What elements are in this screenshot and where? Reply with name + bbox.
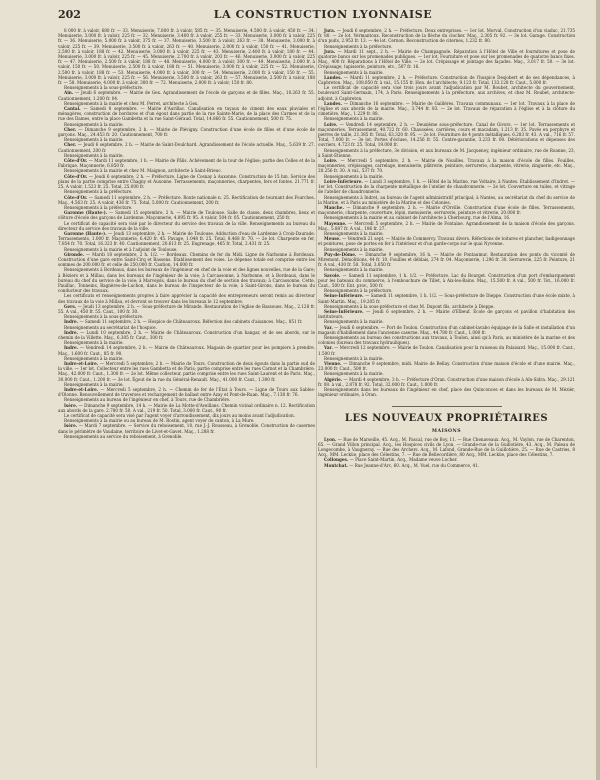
entry-location: Indre-et-Loire. bbox=[64, 387, 99, 393]
entry-text: Renseignements à la mairie. bbox=[324, 319, 384, 325]
entry-text: — Mardi 11 septembre, 1 h. — Mairie de Pâlis. Achèvement de la tour de l'église; partie des Celles et de la Fabrique. Maçonnerie, 6.850 fr. bbox=[58, 158, 315, 169]
entry-text: — Samedi 11 septembre, 1 h. 1/2. — Préfecture. Lac du Bourget. Construction d'un port d'embarquement pour les bateaux du commerce, à l'embouchure de Tillet, à Aix-les-Bains. Maç., 15.500 fr. A val., 500 fr. Tot., 16.000 fr. Caut., 500 fr. Ent. prov., 500 fr. bbox=[318, 272, 575, 288]
entry-location: Indre. bbox=[64, 345, 79, 351]
entry-text: — Jeudi 6 septembre. — Mairie de Gex. Agrandissement de l'école de garçons et de filles. Maç., 10.263 fr. 55. Cautionnement, 1.200 fr. 04. bbox=[58, 90, 315, 101]
entry-location: Indre-et-Loire. bbox=[64, 361, 99, 366]
entry-text: — Mardi 18 septembre, 2 h. 1/2. — Bordeaux. Chemins de fer du Midi. Ligne de Narbonne à Bordeaux. Construction d'une gare entre Saint-Cirq et Bassens. Établissement des voies. Le dépense totale est comprise entre les sommes de 200.000 fr. et celle de 250.000 fr. Caution, 14.000 fr. bbox=[58, 251, 315, 268]
entry-location: Vienne. bbox=[324, 361, 342, 366]
notice-entry bbox=[58, 387, 315, 397]
entry-text: Renseignements à la sous-préfecture et chez M. Dupont fils, architecte à Dieppe. bbox=[324, 303, 495, 309]
entry-location: Loire. bbox=[324, 121, 338, 127]
entry-location: Jura. bbox=[324, 48, 336, 54]
entry-text: — Rue de Marseille, 45. Acq., M. Pascal, rue de Boy, 11. — Rue Chenaveaux. Acq., M. Vaylon, rue de Charenton, 65. — Grand Villon principal. Acq., les Hospices civils de Lyon. — Grande-rue de la Guillotière, 43. Acq., M. Paleau de Longecombe, à Vaugneray. — Rue des Archers. Acq., M. Lafond, Grande-Rue de la Guillotière, 25. — Rue de Castries, 8 Acq., MM. Lecküe, place des Célestins, 7. — Rue de Bellecordière, 80 Acq., MM. Lecküe, place des Célestins, 7. bbox=[318, 436, 575, 458]
entry-text: — Mercredi 5 septembre, 2 h. — Mairie de Tours. Construction de deux égouts dans la partie sud de la ville. — 1er lot. Collecteur entre les rues Gambetta et de Paris; partie comprise entre les rues Carnot et la Chambrière. Maç., 42.000 fr. Caut., 1.300 fr. — 2e lot. Même collecteur, partie comprise entre les rues Saint-Laurent et de Paris. Maç., 30.000 fr. Caut., 1.200 fr. — 3e lot. Égout de la rue du Général-Renault. Maç., 41.000 fr. Caut., 1.300 fr. bbox=[58, 361, 315, 382]
notice-entry bbox=[318, 377, 575, 387]
entry-text: Renseignements à la mairie. bbox=[64, 152, 124, 158]
notice-entry bbox=[318, 387, 575, 397]
entry-text: Renseignements au secrétariat de l'hospice. bbox=[64, 324, 157, 330]
entry-text: — Samedi 11 septembre, 2 h. — Préfecture. Route nationale n. 25. Rectification de tournant des Fourches. Maç., 4.563 fr. 25. A valoir, 436 fr. 75. Total, 5.000 fr. Cautionnement, 200 fr. bbox=[58, 194, 315, 205]
entry-text: Renseignements à la mairie et chez M. Maignon, architecte à Saint-Brieuc. bbox=[64, 168, 222, 174]
notice-entry bbox=[58, 195, 315, 205]
entry-text: Renseignements au bureau de l'ingénieur en chef, à Tours, rue de Chambrière. bbox=[64, 397, 231, 403]
notice-entry bbox=[318, 75, 575, 85]
entry-text: Renseignements dans les bureaux de l'ingénieur en chef, place des Quinconces et dans les bureaux de M. Mézièr, ingénieur ordinaire, à Oran. bbox=[318, 387, 575, 398]
entry-location: Cher. bbox=[64, 142, 77, 148]
notice-entry bbox=[318, 361, 575, 371]
entry-text: — Dimanche 9 septembre, 16 h. — Mairie de Pontaumur. Restauration des ponts du vicomté de Miremont. Démolitions, 44 fr. 10. Fouilles et déblais, 274 fr. 04. Maçonnerie, 1.296 fr. 30. Serrurerie, 225 fr. Peinture, 21 fr. A val., 430 fr. 50. Total, 3.850 fr. bbox=[318, 251, 575, 268]
notice-entry bbox=[58, 345, 315, 355]
entry-location: Meuse. bbox=[324, 236, 341, 242]
entry-text: — Samedi 8 septembre. — Mairie d'Aurillac. Canalisation en tuyaux de ciment des eaux pluviales et ménagères, construction de bordures et d'un égout dans partie de la rue Sainte-Marie, de la place des Carmes et de la rue des Dames, entre la place Gambetta et la rue Saint-Géraud. Total, 14.866 fr. 55. Cautionnement, 500 fr. 75. bbox=[58, 106, 315, 122]
notice-entry bbox=[58, 267, 315, 293]
notice-entry bbox=[58, 158, 315, 168]
entry-text: Renseignements à Bordeaux, dans les bureaux de l'ingénieur en chef de la voie et des lignes nouvelles, rue de la Gare; à Béziers et à Millau, dans les bureaux de l'ingénieur de la voie; à Carcassonne, à Narbonne, et à Bordeaux, dans le bureau du chef du service de la voie; à Marvejols, dans le bureau du chef de section des travaux; à Carcassonne, Cette, Pauillac, Tonneins, Bagnères-de-Luchon, dans le bureau de l'inspecteur de la voie; à Saint-Girons, dans le bureau du conducteur des travaux. bbox=[58, 267, 315, 294]
entry-location: Collonges. bbox=[324, 457, 349, 463]
entry-location: Landes. bbox=[324, 74, 342, 80]
entry-text: — Dimanche 9 septembre, 2 h. — Mairie d'Orville. Construction d'une école de filles. Terrassements, maçonnerie, charpente, couverture, lépin, menuiserie, serrurerie, peinture et vitrerie, 20.000 fr. bbox=[318, 204, 575, 216]
entry-location: Garonne (Haute-). bbox=[64, 230, 107, 236]
notice-entry bbox=[58, 28, 315, 85]
entry-text: Renseignements à la préfecture, 3e division, et aux bureaux de M. Jacquenoy, ingénieur ordinaire, rue de Roanne, 23, à Saint-Étienne. bbox=[318, 147, 575, 158]
entry-text: — Mercredi 5 septembre, 2 h. — Mairie de Fontaine. Agrandissement de la maison d'école des garçons. Maç., 5.887 fr. A val., 186 fr. 27. bbox=[318, 220, 575, 231]
entry-location: Seine-Inférieure. bbox=[324, 293, 364, 299]
entry-location: Cantal. bbox=[64, 106, 81, 112]
notice-entry bbox=[318, 195, 575, 205]
notice-entry bbox=[318, 252, 575, 268]
entry-text: — Jeudi 6 septembre, 2 h. — Préfecture. Deux entreprises. — 1er lot. Morval. Construction d'un viaduc, 21.735 fr. 80. — 2e lot. Vermantoux. Reconstruction de la flèche du clocher. Maç., 2.305 fr. 92. — 3e lot. Garage. Construction d'un puits, 2.953 fr. 13. — 4e lot. Cernon. Reconstruction de citernes, 1.232 fr. 80. bbox=[318, 28, 575, 44]
page-header bbox=[58, 8, 588, 24]
notice-entry bbox=[318, 205, 575, 215]
entry-text: Renseignements à la mairie ou au bureau de M. Rostin, agent voyer de canton, à La Mure. bbox=[64, 418, 255, 424]
entry-text: — Dimanche 16 septembre. — Mairie de Gaillères. Travaux communaux. — 1er lot. Travaux à la place de l'église et aux abords de la mairie. Maç., 3.744 fr. 83. — 2e lot. Travaux de réparation à l'église et à la clôture du cimetière. Maç., 1.229 fr. 88. bbox=[318, 100, 575, 117]
entry-text: Renseignements à la mairie. bbox=[64, 381, 124, 387]
section-divider bbox=[392, 406, 502, 407]
notice-entry bbox=[318, 179, 575, 195]
notice-entry bbox=[58, 423, 315, 433]
entry-location: Gers. bbox=[64, 303, 77, 309]
notice-entry bbox=[318, 49, 575, 70]
notice-entry bbox=[318, 309, 575, 319]
entry-text: — Lundi 10 septembre, 2 h. — Mairie de Châteauroux. Construction d'un hangar, et de ses abords, sur le chemin de la Villette. Maç., 6.305 fr. Caut., 300 fr. bbox=[58, 329, 315, 340]
entry-text: — Place Saint-Martin. Acq., Madame veuve Locher. bbox=[349, 457, 458, 463]
right-column bbox=[318, 28, 575, 468]
entry-location: Isère. bbox=[64, 402, 78, 408]
entry-location: Montchat. bbox=[324, 462, 348, 468]
entry-location: Indre. bbox=[64, 319, 79, 325]
notice-entry bbox=[58, 330, 315, 340]
notice-entry bbox=[318, 293, 575, 303]
notice-entry bbox=[318, 345, 575, 355]
entry-text: Renseignements à la préfecture. bbox=[64, 204, 133, 210]
entry-text: — Mardi 7 septembre. — Service du reboisement, 10, rue J.-J. Rousseau, à Grenoble. Construction de casernes dans le périmètre de Vaudaine, territoire de Livet-et-Gavet. Maç., 1.288 fr. bbox=[58, 423, 315, 434]
notice-entry bbox=[58, 361, 315, 382]
entry-text: Renseignements à la préfecture. bbox=[324, 288, 393, 294]
entry-text: — Jeudi 13 septembre, 2 h. — Sous-préfecture de Mirande. Restauration de l'église de Bassoues. Maç., 2.128 fr. 55. A val., 450 fr. 55. Caut., 100 fr. 30. bbox=[58, 303, 315, 314]
entry-text: — Jeudi 6 septembre, 2 h. — Préfecture. Ligne de Cosnay à Auxonne. Construction de 15 hm. Service des plans de la partie comprise entre Chagny et Auxonne. Terrassements, maçonneries, charpentes, fers et fontes. 21.771 fr. 25. A valoir, 1.523 fr. 25. Total, 25.000 fr. bbox=[58, 173, 315, 190]
entry-text: Renseignements à la mairie. bbox=[64, 355, 124, 361]
entry-text: Renseignements à la mairie et au cabinet de l'architecte à Cherbourg, rue de l'Alma, 16. bbox=[324, 215, 511, 221]
notice-entry bbox=[318, 101, 575, 117]
entry-text: Renseignements à la sous-préfecture. bbox=[64, 85, 144, 91]
entry-text: — Lundi 3 septembre, 1 h. — Hôtel de la Marine, rue Voltaire, à Nantes. Établissement d'Indret. — 1er lot. Construction de la charpente métallique de l'atelier de chaudronnerie. — 2e lot. Couverture en tuiles, et vitrage de l'atelier de chaudronnerie. bbox=[318, 178, 575, 195]
notice-entry bbox=[58, 142, 315, 152]
entry-location: Savoie. bbox=[324, 272, 341, 278]
notice-entry bbox=[58, 106, 315, 122]
entry-text: Renseignements à la mairie. bbox=[324, 173, 384, 179]
entry-text: Renseignements à la sous-préfecture. bbox=[64, 314, 144, 320]
notice-entry bbox=[318, 236, 575, 246]
entry-location: Seine-Inférieure. bbox=[324, 308, 364, 314]
entry-text: Renseignements à la mairie et à l'adjoint de Toulouse. bbox=[64, 246, 178, 252]
notice-entry bbox=[318, 437, 575, 458]
entry-text: Renseignements à la préfecture. bbox=[64, 189, 133, 195]
entry-text: — Mardi 11 septembre, 2 h. — Préfecture. Construction de l'hospice Desjobert et de ses dépendances, à Capbreton. Maç., 108.850 fr. à val., 15.155 fr. Hon. de l'architecte, 9.123 fr. Total, 133.128 fr. Caut., 5.000 fr. bbox=[318, 74, 575, 86]
entry-location: Loire-Inférieure. bbox=[324, 178, 363, 184]
entry-location: Garonne (Haute-). bbox=[64, 210, 108, 216]
entry-location: Isère. bbox=[64, 423, 78, 429]
entry-text: — Jeudi 6 septembre, 2 h. — Mairie de Saint-Doulchard. Agrandissement de l'école actuelle. Maç., 5.639 fr. 27. Cautionnement, 200 fr. bbox=[58, 142, 315, 153]
entry-text: — Mercredi 12 septembre. — Mairie de Toulon. Canalisation pour la ruisseau du Palaisard. Maç., 15.000 fr. Caut., 1.500 fr. bbox=[318, 345, 575, 356]
entry-text: Renseignements à la mairie. bbox=[324, 355, 384, 361]
entry-text: 8 000 fr. à valoir, 680 fr. — 33. Menuiserie, 7.800 fr. à valoir, 585 fr. — 35. Menuiserie, 4.500 fr. à valoir, 450 fr. — 34. Menuiserie, 3.000 fr. à valoir, 225 fr. — 32. Menuiserie, 3.400 fr. à valoir, 255 fr. — 33. Menuiserie, 3.000 fr. à valoir, 225 fr. — 36. Menuiserie, 5.000 fr. à valoir, 375 fr. — 37. Menuiserie, 3.500 fr. à valoir, 263 fr. — 38. Menuiserie, 3.000 fr. à valoir, 225 fr. — 39. Menuiserie, 3.500 fr. à valoir, 263 fr. — 40. Menuiserie, 2.000 fr. à valoir, 150 fr. — 41. Menuiserie, 2.500 fr. à valoir, 188 fr. — 42. Menuiserie, 3.000 fr. à valoir, 225 fr. — 43. Menuiserie, 2.400 fr. à valoir, 180 fr. — 44. Menuiserie, 3.000 fr. à valoir, 225 fr. — 45. Menuiserie, 2.700 fr. à valoir, 203 fr. — 46. Menuiserie, 3.000 fr. à valoir, 225 fr. — 47. Menuiserie, 2.500 fr. à valoir, 188 fr. — 48. Menuiserie, 4.000 fr. à valoir, 300 fr. — 49. Menuiserie, 2.000 fr. à valoir, 150 fr. — 50. Menuiserie, 2.500 fr. à valoir, 188 fr. — 51. Menuiserie, 3.000 fr. à valoir, 225 fr. — 52. Menuiserie, 2.500 fr. à valoir, 188 fr. — 53. Menuiserie, 4.000 fr. à valoir, 300 fr. — 54. Menuiserie, 2.000 fr. à valoir, 150 fr. — 55. Menuiserie, 3.000 fr. à valoir, 225 fr. — 56. Menuiserie, 3.500 fr. à valoir, 263 fr. — 57. Menuiserie, 2.500 fr. à valoir, 188 fr. — 58. Menuiserie, 4.000 fr. à valoir, 300 fr. — 72. Menuiserie, 2.000 fr. à valoir, 150 fr. 80. bbox=[58, 28, 315, 86]
notice-entry bbox=[58, 293, 315, 303]
entry-location: Jura. bbox=[324, 28, 336, 33]
entry-text: Renseignements à la mairie. bbox=[324, 230, 384, 236]
entry-location: Ain. bbox=[64, 90, 74, 96]
entry-text: — Dimanche 9 septembre, midi. Mairie de Bellay. Construction d'une maison d'école et d'une mairie. Maç., 23.000 fr. Caut., 500 fr. bbox=[318, 361, 575, 372]
entry-location: Puy-de-Dôme. bbox=[324, 251, 357, 257]
proprietaires-list bbox=[318, 437, 575, 468]
entry-text: Renseignements à la mairie. bbox=[324, 69, 384, 75]
notice-entry bbox=[58, 403, 315, 413]
entry-text: Renseignements à la préfecture. bbox=[324, 43, 393, 49]
notice-entry bbox=[58, 304, 315, 314]
entry-text: Le certificat de capacité sera visé trois jours avant l'adjudication par M. Roubet, architecte du gouvernement, boulevard Saint-Germain, 174, à Paris. Renseignements à la préfecture, aux archives, et chez M. Roubet, architecte-adjoint, à Capbreton. bbox=[318, 85, 575, 101]
entry-text: — Dimanche 9 septembre, 2 h. — Mairie de Plévigny. Construction d'une école de filles et d'une école de garçons. Maç., 24.453 fr. 20. Cautionnement, 700 fr. bbox=[58, 126, 315, 138]
notice-entry bbox=[318, 221, 575, 231]
entry-text: — Jeudi 13 septembre, 2 h. — Mairie de Toulouse. Adduction d'eau de Lardenne à Croix-Daurade. Terrassements, 1.000 fr. Maçonnerie, 6.420 fr. 45. Pavage, 1.048 fr. 25. Total, 8.468 fr. 70. — 2e lot. Charpente en fer, 7.854 fr. 70. Total, 16.323 fr. 40. Cautionnement, 20.613 fr. 25. Engrenage, 465 fr. Total, 2.431 fr. 25. bbox=[58, 230, 315, 247]
entry-location: Loire. bbox=[324, 158, 338, 164]
notice-entry bbox=[318, 335, 575, 345]
notice-entry bbox=[318, 28, 575, 44]
entry-location: Landes. bbox=[324, 100, 342, 106]
entry-location: Côte-d'Or. bbox=[64, 194, 88, 200]
notice-entry bbox=[318, 122, 575, 148]
entry-text: — Samedi 11 septembre, 1 h. 1/2. — Sous-préfecture de Dieppe. Construction d'une école mixte, à Saint-Martin. Maç., 19.205 fr. bbox=[318, 293, 575, 304]
entry-location: Côte-d'Or. bbox=[64, 173, 88, 179]
entry-location: Algérie. bbox=[324, 376, 343, 382]
entry-text: Renseignements à la mairie. bbox=[64, 340, 124, 346]
entry-text: Renseignements à Indret, au bureau de l'agent administratif principal; à Nantes, au secrétariat du chef du service de la Marine, et à Paris au ministère de la Marine et des Colonies. bbox=[318, 194, 575, 205]
entry-location: Mayenne. bbox=[324, 220, 347, 226]
entry-text: — Samedi 15 septembre, 2 h. — Mairie de Toulouse. Salle de classe, deux chambres, lieux et clôture d'école des garçons de Lardenne. Maçonnerie, 4.895 fr. 95. A valoir, 504 fr. 05. Cautionnement, 250 fr. bbox=[58, 210, 315, 221]
entry-text: — Vendredi 21 sept. — Mairie de Commercy. Travaux divers. Réfections de toitures et plancher, badigeonnage et peintures, pose de portes en fer à l'intérieur et d'un garde-corps sur le quai Nyvenne. bbox=[318, 236, 575, 247]
entry-location: Var. bbox=[324, 324, 333, 330]
adjudications-continued bbox=[318, 28, 575, 397]
entry-text: — Vendredi 14 septembre, 2 h. — Deuxième sous-préfecture. Canal de Givors. — 1er lot. Terrassements et maçonneries. Terrassement, 40.722 fr. 60. Chaussées, carrières, cours et macadam, 1.213 fr. 35. Pavés en porphyre et pierres de taille, 21.385 fr. Total, 63.320 fr. 95. — 2e lot. Fourniture de 4 ponts métalliques. 6.283 fr. 43. A val., 716 fr. 57. Total, 7.000 fr. — 3e lot. Portes d'écluse, 14.256 fr. 55. Contre-garantie, 3.233 fr. 00. Détériorations et dépenses des ouvriers, 4.723 fr. 25. Total, 19.000 fr. bbox=[318, 121, 575, 148]
page-number: 202 bbox=[58, 8, 81, 21]
entry-text: Renseignements à la mairie. bbox=[324, 116, 384, 122]
notice-entry bbox=[318, 463, 575, 468]
notice-entry bbox=[58, 221, 315, 231]
entry-text: — Mercredi 5 septembre, 2 h. — Mairie de Noailles. Travaux à la maison d'école de filles. Fouilles, maçonneries, crépissages, carrelage, menuiserie, plâtrerie, peinture, serrurerie, charpente, vitrerie, zinguerie, etc. Maç., 20.256 fr. 30. A val., 537 fr. 70. bbox=[318, 158, 576, 174]
entry-location: Gironde. bbox=[64, 251, 85, 257]
entry-text: — Mardi 4 septembre, 3 h. — Préfecture d'Oran. Construction d'une maison d'école à Aïn-Sidra. Maç., 29.121 fr. 08. à val., 2.878 fr. 92. Total, 32.000 fr. Caut., 1.000 fr. bbox=[318, 376, 576, 387]
entry-text: Renseignements à la mairie. bbox=[324, 267, 384, 273]
entry-text: — Jeudi 6 septembre. — Port de Toulon. Construction d'un cabinet-lavabo équipage de la Salle et installation d'un magasin d'habillement dans l'ancienne caserne. Maç., 44.780 fr. Caut., 1.000 fr. bbox=[318, 324, 575, 335]
notice-entry bbox=[58, 231, 315, 247]
notice-entry bbox=[58, 90, 315, 100]
entry-text: Le certificat de capacité sera visé par l'agent voyer d'arrondissement, dix jours au moins avant l'adjudication. bbox=[64, 413, 295, 419]
entry-text: Renseignements à la mairie. bbox=[64, 121, 124, 127]
notice-entry bbox=[58, 210, 315, 220]
notice-entry bbox=[318, 148, 575, 158]
entry-text: Renseignements à la mairie et chez M. Perret, architecte à Gex. bbox=[64, 100, 199, 106]
entry-text: — Mercredi 5 septembre, 2 h. — Chemin de fer de l'État à Tours. — Ligne de Tours aux Sables-d'Olonne. Renouvellement de traverses et rechargement de ballast entre Azay et Pont-de-Ruan. Maç., 7.138 fr. 76. bbox=[58, 387, 315, 398]
entry-location: Lyon. bbox=[324, 436, 337, 442]
notice-entry bbox=[318, 325, 575, 335]
entry-text: Les certificats et renseignements propres à faire apprécier la capacité des entrepreneurs seront remis au directeur des travaux de la voie à Millau, et devront se trouver dans les bureaux le 12 septembre. bbox=[58, 293, 315, 304]
entry-text: — Vendredi 14 septembre, 2 h. — Mairie de Châteauroux. Magasin de quartier pour les pompiers à prendre. Maç., 1.600 fr. Caut., 85 fr. 90. bbox=[58, 345, 315, 356]
column-gutter bbox=[316, 28, 317, 768]
section-title: LES NOUVEAUX PROPRIÉTAIRES bbox=[344, 413, 549, 425]
entry-text: Renseignements au bureau des constructions aux travaux, à Toulon, ainsi qu'à Paris, au ministère de la marine et des colonies (bureau des travaux hydrauliques). bbox=[318, 334, 575, 346]
entry-text: — Jeudi 6 septembre, 2 h. — Mairie d'Elbeuf. École de garçons et pavillon d'habitation des instituteurs. bbox=[318, 308, 575, 320]
entry-location: Cher. bbox=[64, 126, 77, 132]
left-column bbox=[58, 28, 315, 439]
notice-entry bbox=[318, 158, 575, 174]
entry-location: Var. bbox=[324, 345, 333, 351]
entry-text: Renseignements à la mairie. bbox=[324, 371, 384, 377]
notice-entry bbox=[318, 85, 575, 101]
entry-text: — Samedi 11 septembre, 2 h. — Hospice de Châteauroux. Réfection des cabinets d'aisances. Maç., 851 fr. bbox=[79, 319, 303, 325]
notice-entry bbox=[58, 174, 315, 190]
entry-text: Renseignements à la mairie. bbox=[324, 246, 384, 252]
entry-text: Renseignements à la mairie. bbox=[64, 137, 124, 143]
notice-entry bbox=[58, 127, 315, 137]
entry-location: Manche. bbox=[324, 204, 344, 210]
entry-text: Renseignements au service du reboisement, à Grenoble. bbox=[64, 433, 183, 439]
entry-text: — Dimanche 9 septembre, 14 h. — Mairie de La Motte-d'Aveillans. Chemin vicinal ordinaire n. 12. Rectification aux abords de la gare. 2.780 fr. 50. A val., 219 fr. 50. Total, 3.000 fr. Caut., 90 fr. bbox=[58, 402, 315, 413]
entry-text: Le certificat de capacité sera visé par le directeur du service des travaux de la ville. Renseignements au bureau du directeur du service des travaux de la ville. bbox=[58, 220, 315, 231]
entry-location: Côte-d'Or. bbox=[64, 158, 88, 164]
notice-entry bbox=[58, 434, 315, 439]
notice-entry bbox=[58, 252, 315, 268]
journal-title: LA CONSTRUCTION LYONNAISE bbox=[213, 8, 433, 21]
entry-text: — Mardi 11 sept., 2 h. — Mairie de Champagnole. Réparation à l'Hôtel de Ville et fournitures et pose de quatorze bancs sur les promenades publiques. — 1er lot. Fourniture et pose sur les promenades de quatorze bancs fixes. Maç., 400 fr. Réparations à l'Hôtel de Ville. — 2e lot. Crépissage et jointage des façades. Maç., 3.017 fr. 50. — 3e lot. Crépissage, tapisserie, peinture, etc., 507 fr. 16. bbox=[318, 48, 575, 70]
section-subtitle: MAISONS bbox=[431, 429, 462, 435]
notice-entry bbox=[318, 273, 575, 289]
entry-location: Indre. bbox=[64, 329, 79, 335]
entry-text: — Rue Jeanne-d'Arc, 60. Acq., M. Vuel, rue du Commerce, 41. bbox=[349, 462, 480, 468]
